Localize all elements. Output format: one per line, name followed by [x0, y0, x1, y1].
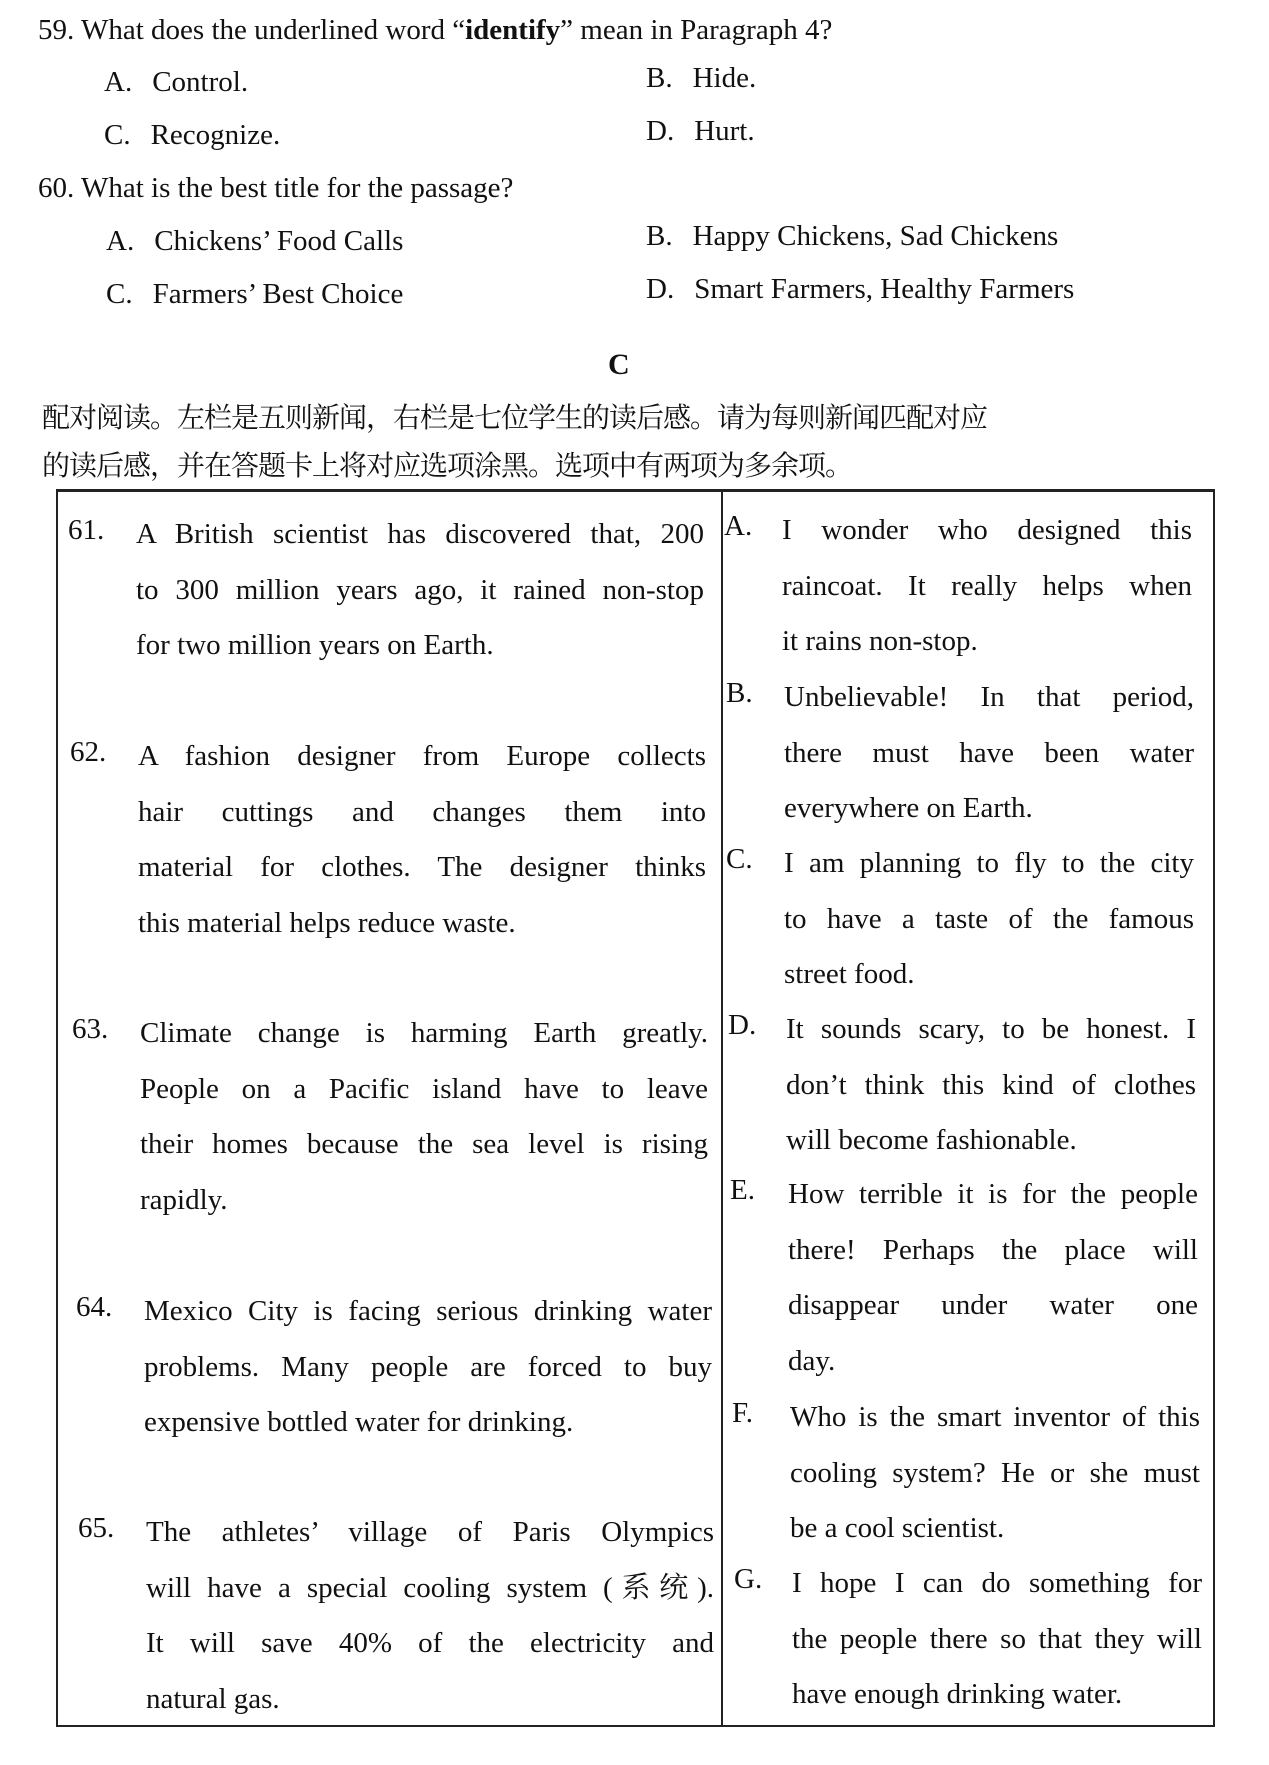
- section-title: C: [608, 348, 630, 381]
- q59-option-a: A. Control.: [104, 66, 249, 98]
- news-label: 62.: [70, 736, 107, 768]
- response-label: G.: [734, 1563, 763, 1595]
- news-text-line: to 300 million years ago, it rained non-stop: [136, 573, 704, 606]
- response-text-line: cooling system? He or she must: [790, 1456, 1200, 1489]
- news-text-line: A British scientist has discovered that, 200: [136, 518, 704, 550]
- news-text-line: The athletes’ village of Paris Olympics: [146, 1516, 714, 1548]
- instructions-line-1: 配对阅读。左栏是五则新闻，右栏是七位学生的读后感。请为每则新闻匹配对应: [42, 401, 988, 434]
- response-text-line: the people there so that they will: [792, 1622, 1202, 1655]
- response-text-line: everywhere on Earth.: [784, 792, 1033, 824]
- response-text-line: Who is the smart inventor of this: [790, 1401, 1200, 1433]
- response-text-line: I hope I can do something for: [792, 1567, 1202, 1599]
- response-text-line: day.: [788, 1344, 836, 1377]
- response-text-line: I am planning to fly to the city: [784, 847, 1194, 879]
- news-text-line: problems. Many people are forced to buy: [144, 1350, 712, 1383]
- response-text-line: street food.: [784, 958, 915, 990]
- response-text-line: be a cool scientist.: [790, 1512, 1005, 1544]
- news-text-line: expensive bottled water for drinking.: [144, 1406, 574, 1438]
- response-label: C.: [726, 843, 753, 875]
- q60-option-b: B. Happy Chickens, Sad Chickens: [646, 220, 1059, 252]
- response-text-line: I wonder who designed this: [782, 514, 1192, 546]
- news-text-line: Climate change is harming Earth greatly.: [140, 1017, 708, 1049]
- response-text-line: How terrible it is for the people: [788, 1178, 1198, 1210]
- matching-table: [56, 489, 1215, 1727]
- response-label: F.: [732, 1397, 754, 1429]
- q59-option-c: C. Recognize.: [104, 119, 281, 151]
- news-text-line: this material helps reduce waste.: [138, 906, 516, 939]
- news-text-line: People on a Pacific island have to leave: [140, 1072, 708, 1105]
- news-text-line: material for clothes. The designer thinks: [138, 851, 706, 883]
- instructions-line-2: 的读后感，并在答题卡上将对应选项涂黑。选项中有两项为多余项。: [42, 449, 853, 482]
- news-label: 61.: [68, 514, 105, 546]
- response-label: D.: [728, 1009, 757, 1041]
- q59-option-d: D. Hurt.: [646, 115, 755, 147]
- news-text-line: rapidly.: [140, 1183, 228, 1216]
- q60-option-d: D. Smart Farmers, Healthy Farmers: [646, 273, 1075, 305]
- news-text-line: their homes because the sea level is rising: [140, 1128, 708, 1160]
- news-text-line: for two million years on Earth.: [136, 629, 494, 661]
- q59-option-b: B. Hide.: [646, 62, 757, 94]
- response-label: E.: [730, 1174, 755, 1206]
- response-text-line: It sounds scary, to be honest. I: [786, 1013, 1196, 1045]
- news-text-line: natural gas.: [146, 1682, 280, 1715]
- news-text-line: A fashion designer from Europe collects: [138, 740, 706, 772]
- q60-option-c: C. Farmers’ Best Choice: [106, 278, 404, 310]
- response-text-line: there must have been water: [784, 736, 1194, 769]
- underlined-word: identify: [465, 14, 561, 46]
- news-label: 64.: [76, 1291, 113, 1323]
- news-text-line: Mexico City is facing serious drinking water: [144, 1295, 712, 1327]
- response-text-line: raincoat. It really helps when: [782, 569, 1192, 602]
- news-text-line: hair cuttings and changes them into: [138, 795, 706, 828]
- response-text-line: don’t think this kind of clothes: [786, 1068, 1196, 1101]
- news-text-line: will have a special cooling system (系统).: [146, 1571, 714, 1604]
- response-label: B.: [726, 677, 753, 709]
- response-text-line: disappear under water one: [788, 1289, 1198, 1321]
- news-label: 63.: [72, 1013, 109, 1045]
- response-text-line: it rains non-stop.: [782, 625, 978, 657]
- response-text-line: there! Perhaps the place will: [788, 1233, 1198, 1266]
- column-divider: [721, 492, 723, 1725]
- news-text-line: It will save 40% of the electricity and: [146, 1627, 714, 1659]
- news-label: 65.: [78, 1512, 115, 1544]
- q60-option-a: A. Chickens’ Food Calls: [106, 225, 404, 257]
- response-text-line: to have a taste of the famous: [784, 902, 1194, 935]
- response-text-line: Unbelievable! In that period,: [784, 681, 1194, 713]
- response-text-line: will become fashionable.: [786, 1124, 1077, 1156]
- response-label: A.: [724, 510, 753, 542]
- question-60-stem: 60. What is the best title for the passage?: [38, 172, 514, 204]
- response-text-line: have enough drinking water.: [792, 1678, 1123, 1710]
- question-59-stem: 59. What does the underlined word “identify” mean in Paragraph 4?: [38, 14, 833, 46]
